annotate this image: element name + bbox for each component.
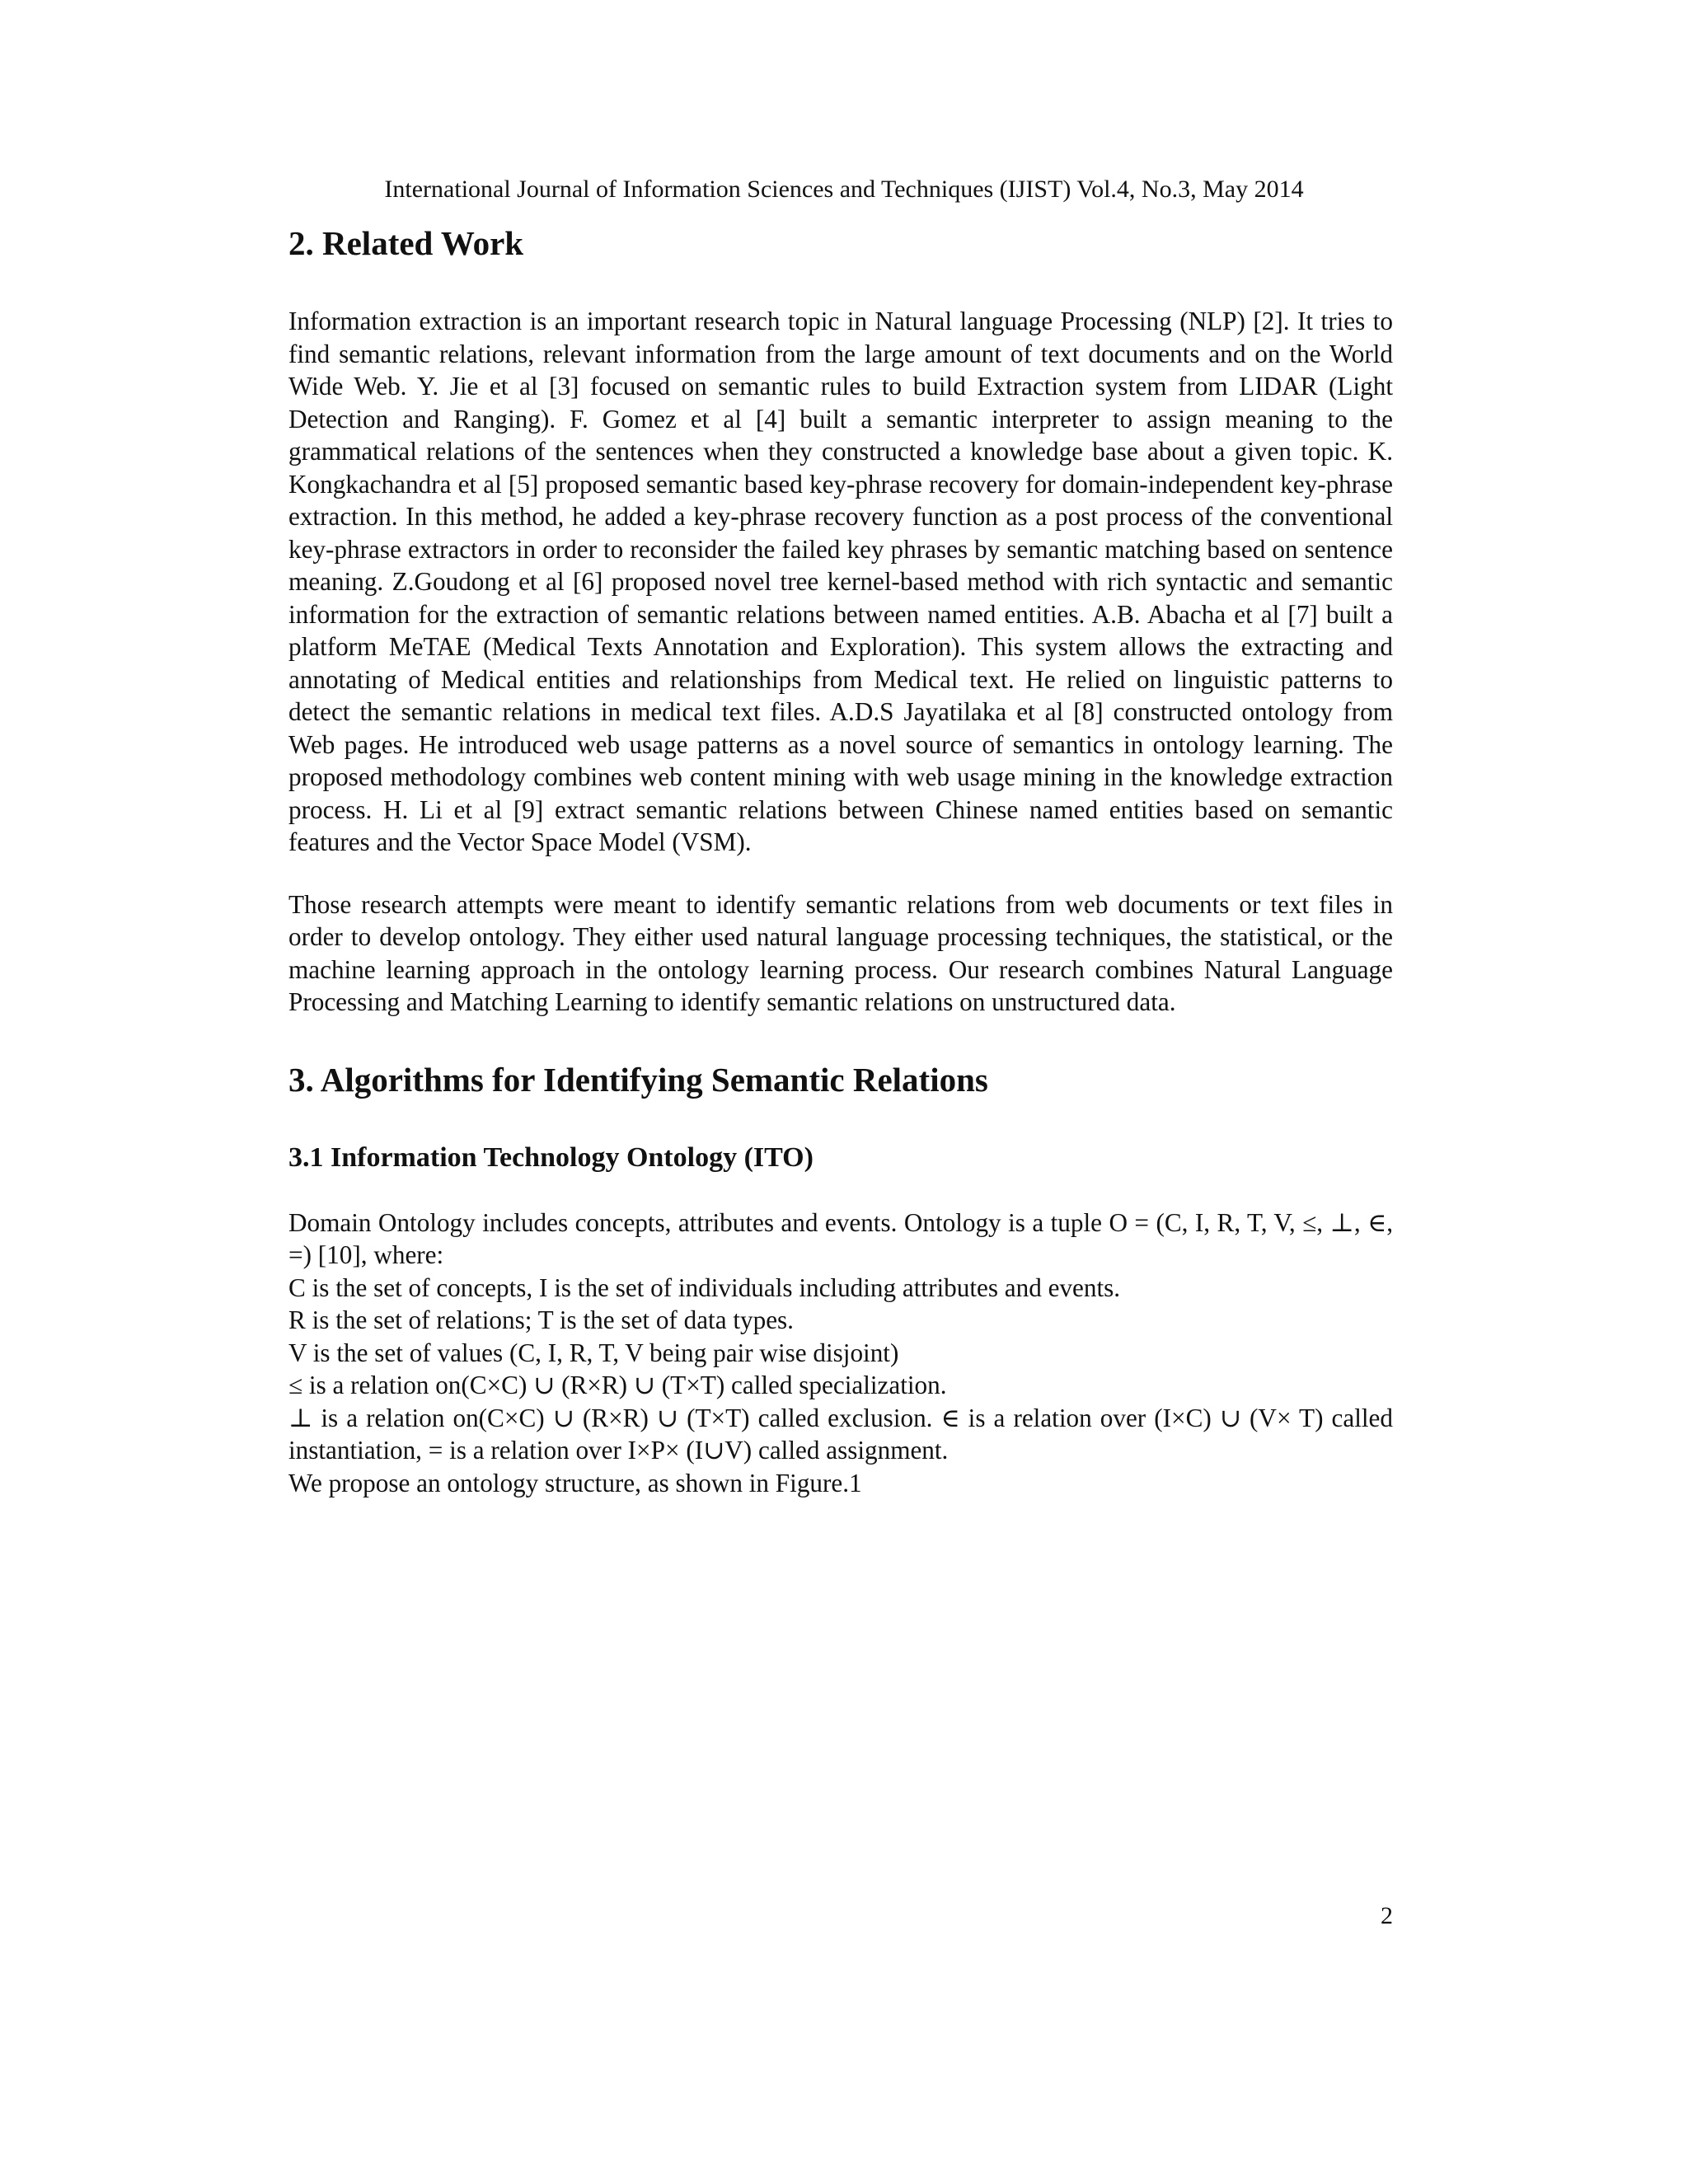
ontology-line-concepts: C is the set of concepts, I is the set of individuals including attributes and events. [288, 1272, 1121, 1302]
ontology-line-specialization: ≤ is a relation on(C×C) ∪ (R×R) ∪ (T×T) called specialization. [288, 1371, 947, 1399]
related-work-paragraph-1: Information extraction is an important research topic in Natural language Processing (NLP) [2]. It tries to find semantic relations, relevant information from the large amount of text documents and on the World Wide Web. Y. Jie et al [3] focused on semantic rules to build Extraction system from LIDAR (Light Detection and Ranging). F. Gomez et al [4] built a semantic interpreter to assign meaning to the grammatical relations of the sentences when they constructed a knowledge base about a given topic. K. Kongkachandra et al [5] proposed semantic based key-phrase recovery for domain-independent key-phrase extraction. In this method, he added a key-phrase recovery function as a post process of the conventional key-phrase extractors in order to reconsider the failed key phrases by semantic matching based on sentence meaning. Z.Goudong et al [6] proposed novel tree kernel-based method with rich syntactic and semantic information for the extraction of semantic relations between named entities. A.B. Abacha et al [7] built a platform MeTAE (Medical Texts Annotation and Exploration). This system allows the extracting and annotating of Medical entities and relationships from Medical text. He relied on linguistic patterns to detect the semantic relations in medical text files. A.D.S Jayatilaka et al [8] constructed ontology from Web pages. He introduced web usage patterns as a novel source of semantics in ontology learning. The proposed methodology combines web content mining with web usage mining in the knowledge extraction process. H. Li et al [9] extract semantic relations between Chinese named entities based on semantic features and the Vector Space Model (VSM). [288, 307, 1393, 856]
ontology-line-values: V is the set of values (C, I, R, T, V being pair wise disjoint) [288, 1338, 899, 1367]
related-work-paragraph-2: Those research attempts were meant to identify semantic relations from web documents or text files in order to develop ontology. They either used natural language processing techniques, the statistical, or the machine learning approach in the ontology learning process. Our research combines Natural Language Processing and Matching Learning to identify semantic relations on unstructured data. [288, 889, 1393, 1016]
subsection-3-1-heading: 3.1 Information Technology Ontology (ITO) [288, 1141, 814, 1173]
ontology-closing-line: We propose an ontology structure, as shown in Figure.1 [288, 1468, 862, 1497]
ontology-line-relations: R is the set of relations; T is the set of data types. [288, 1305, 794, 1334]
page-number: 2 [1381, 1902, 1393, 1929]
section-2-heading: 2. Related Work [288, 224, 524, 262]
page-content [288, 218, 1393, 1499]
ontology-line-exclusion: ⊥ is a relation on(C×C) ∪ (R×R) ∪ (T×T) called exclusion. ∈ is a relation over (I×C) ∪ (V× T) called instantiation, = is a relation over I×P× (I∪V) called assignment. [288, 1403, 1393, 1465]
ontology-definition-block [288, 1207, 1393, 1500]
ontology-intro: Domain Ontology includes concepts, attributes and events. Ontology is a tuple O = (C, I, R, T, V, ≤, ⊥, ∈, =) [10], where: [288, 1207, 1393, 1269]
running-header: International Journal of Information Sciences and Techniques (IJIST) Vol.4, No.3, May 2014 [384, 176, 1304, 203]
section-3-heading: 3. Algorithms for Identifying Semantic Relations [288, 1060, 988, 1099]
